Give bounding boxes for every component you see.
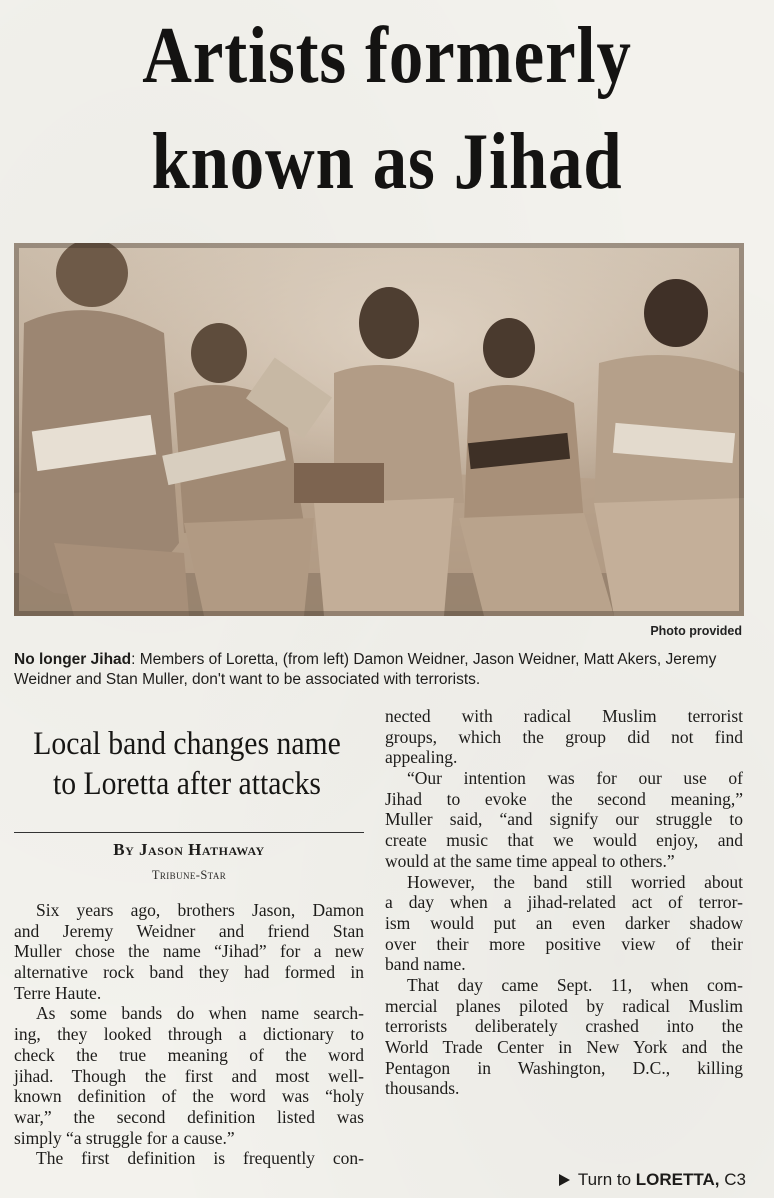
article-text-line: check the true meaning of the word <box>14 1044 364 1065</box>
article-text-line: That day came Sept. 11, when com- <box>407 974 743 995</box>
article-text-line: Jihad to evoke the second meaning,” <box>385 788 743 809</box>
photo-credit: Photo provided <box>650 624 742 638</box>
jump-prefix: Turn to <box>577 1170 632 1189</box>
byline-rule <box>14 832 364 833</box>
article-text-line: mercial planes piloted by radical Muslim <box>385 995 743 1016</box>
article-column-right <box>385 706 743 1099</box>
arrow-right-icon <box>559 1174 570 1186</box>
subheadline-line-2: to Loretta after attacks <box>52 766 321 802</box>
article-text-line: known definition of the word was “holy <box>14 1086 364 1107</box>
article-text-line: simply “a struggle for a cause.” <box>14 1127 235 1148</box>
article-text-line: “Our intention was for our use of <box>407 768 743 789</box>
article-text-line: a day when a jihad-related act of terror- <box>385 892 743 913</box>
article-text-line: Terre Haute. <box>14 982 102 1003</box>
band-photo <box>14 243 744 616</box>
byline-author: By Jason Hathaway <box>113 840 265 859</box>
article-text-line: war,” the second definition listed was <box>14 1106 364 1127</box>
article-text-line: alternative rock band they had formed in <box>14 962 364 983</box>
article-text-line: Muller said, “and signify our struggle to <box>385 809 743 830</box>
article-text-line: would at the same time appeal to others.” <box>385 850 675 871</box>
photo-caption <box>14 650 754 690</box>
article-text-line: Six years ago, brothers Jason, Damon <box>36 900 364 920</box>
article-text-line: World Trade Center in New York and the <box>385 1037 743 1057</box>
headline-line-1: Artists formerly <box>142 12 632 100</box>
article-text-line: groups, which the group did not find <box>385 726 743 747</box>
article-text-line: appealing. <box>385 747 458 768</box>
article-text-line: and Jeremy Weidner and friend Stan <box>14 920 364 941</box>
caption-text: : Members of Loretta, (from left) Damon Weidner, Jason Weidner, Matt Akers, Jeremy Weidner and Stan Muller, don't want to be associated with terrorists. <box>14 651 717 688</box>
band-photo-image <box>14 243 744 616</box>
article-text-line: thousands. <box>385 1078 460 1099</box>
jump-page: C3 <box>724 1170 746 1189</box>
article-column-left <box>14 900 364 1169</box>
jump-line <box>559 1170 746 1190</box>
byline-publication: Tribune-Star <box>151 868 227 882</box>
article-text-line: The first definition is frequently con- <box>36 1148 364 1169</box>
jump-reference: LORETTA, <box>635 1170 720 1189</box>
article-text-line: However, the band still worried about <box>407 871 743 892</box>
article-text-line: nected with radical Muslim terrorist <box>385 706 743 726</box>
article-text-line: terrorists deliberately crashed into the <box>385 1016 743 1037</box>
article-text-line: ing, they looked through a dictionary to <box>14 1024 364 1045</box>
subheadline-line-1: Local band changes name <box>33 726 341 762</box>
article-text-line: ism would put an even darker shadow <box>385 912 743 933</box>
article-text-line: create music that we would enjoy, and <box>385 830 743 851</box>
article-text-line: Muller chose the name “Jihad” for a new <box>14 941 364 962</box>
article-text-line: band name. <box>385 954 466 975</box>
article-text-line: jihad. Though the first and most well- <box>14 1065 364 1086</box>
article-text-line: over their more positive view of their <box>385 933 743 954</box>
article-text-line: Pentagon in Washington, D.C., killing <box>385 1057 743 1078</box>
headline-line-2: known as Jihad <box>151 118 623 206</box>
article-text-line: As some bands do when name search- <box>36 1003 364 1024</box>
caption-lead: No longer Jihad <box>14 651 132 668</box>
